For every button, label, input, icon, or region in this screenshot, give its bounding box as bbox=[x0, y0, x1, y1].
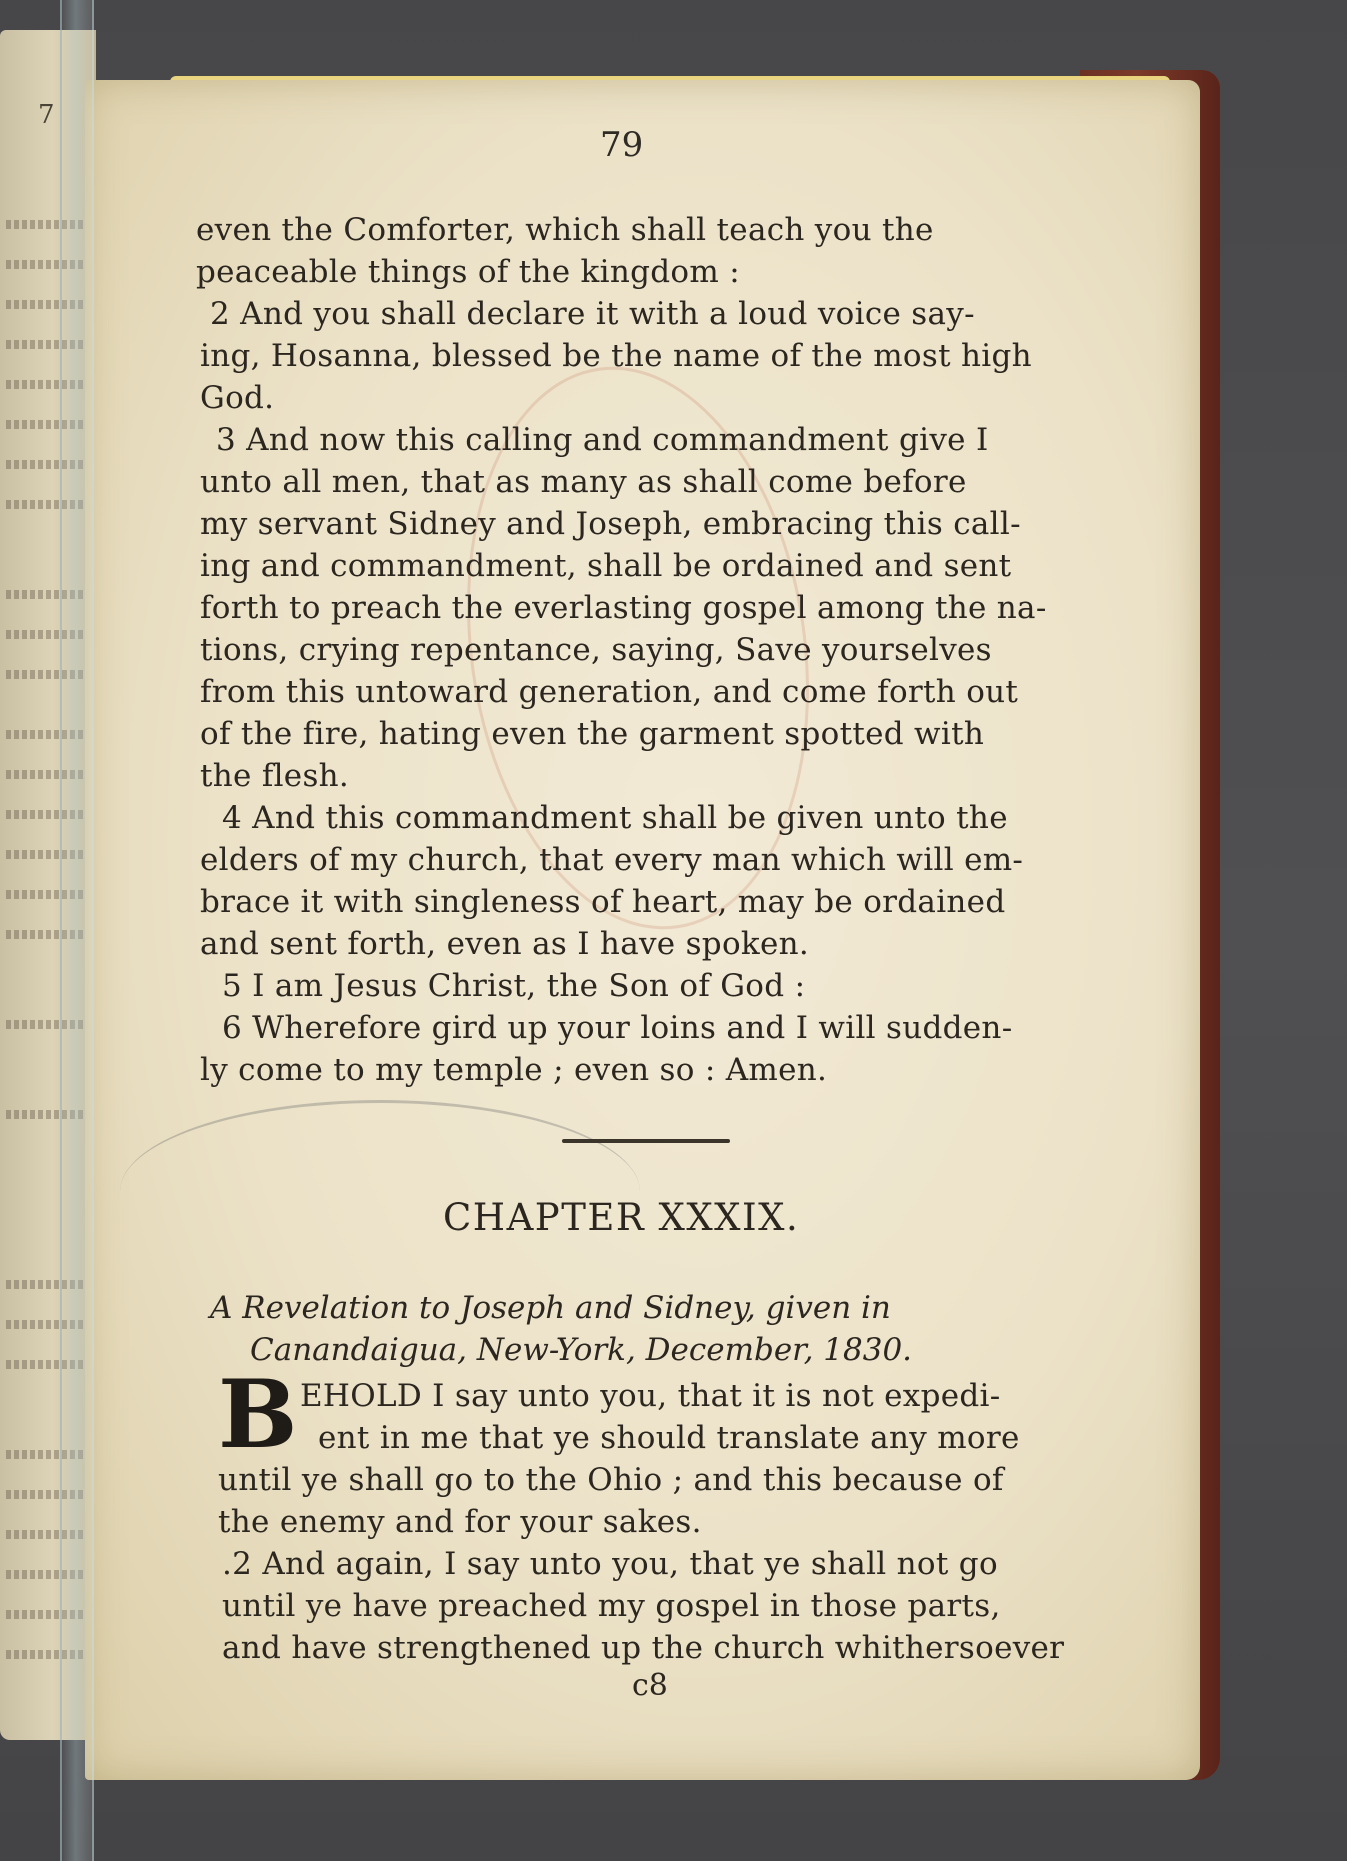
text-line: the enemy and for your sakes. bbox=[218, 1504, 702, 1540]
text-line: God. bbox=[200, 380, 275, 416]
page-number: 79 bbox=[600, 125, 644, 165]
text-line: 4 And this commandment shall be given unto the bbox=[222, 800, 1008, 836]
text-line: 5 I am Jesus Christ, the Son of God : bbox=[222, 968, 806, 1004]
text-line: tions, crying repentance, saying, Save yourselves bbox=[200, 632, 992, 668]
text-line: until ye shall go to the Ohio ; and this because of bbox=[218, 1462, 1004, 1498]
text-line: my servant Sidney and Joseph, embracing this call- bbox=[200, 506, 1021, 542]
text-line: even the Comforter, which shall teach you the bbox=[196, 212, 934, 248]
text-line: unto all men, that as many as shall come before bbox=[200, 464, 967, 500]
text-line: of the fire, hating even the garment spotted with bbox=[200, 716, 985, 752]
text-line: brace it with singleness of heart, may be ordained bbox=[200, 884, 1006, 920]
text-line: ing, Hosanna, blessed be the name of the most high bbox=[200, 338, 1032, 374]
catchword: c8 bbox=[632, 1668, 668, 1703]
chapter-title: CHAPTER XXXIX. bbox=[443, 1196, 800, 1239]
text-line: the flesh. bbox=[200, 758, 350, 794]
text-line: .2 And again, I say unto you, that ye shall not go bbox=[222, 1546, 998, 1582]
text-line: peaceable things of the kingdom : bbox=[196, 254, 740, 290]
text-line: 3 And now this calling and commandment give I bbox=[216, 422, 989, 458]
text-line: elders of my church, that every man which will em- bbox=[200, 842, 1024, 878]
text-line: 2 And you shall declare it with a loud voice say- bbox=[210, 296, 975, 332]
text-line: forth to preach the everlasting gospel among the na- bbox=[200, 590, 1047, 626]
text-line: ly come to my temple ; even so : Amen. bbox=[200, 1052, 828, 1088]
drop-cap: B bbox=[218, 1360, 298, 1470]
section-rule bbox=[562, 1139, 730, 1143]
left-page-number: 7 bbox=[38, 100, 55, 130]
text-line: EHOLD I say unto you, that it is not expedi- bbox=[300, 1378, 1001, 1414]
chapter-heading-line: A Revelation to Joseph and Sidney, given in bbox=[210, 1290, 891, 1326]
text-line: and sent forth, even as I have spoken. bbox=[200, 926, 810, 962]
text-line: until ye have preached my gospel in those parts, bbox=[222, 1588, 1001, 1624]
text-line: ent in me that ye should translate any more bbox=[318, 1420, 1020, 1456]
text-line: and have strengthened up the church whithersoever bbox=[222, 1630, 1065, 1666]
chapter-heading-line: Canandaigua, New-York, December, 1830. bbox=[250, 1332, 913, 1368]
text-line: 6 Wherefore gird up your loins and I will sudden- bbox=[222, 1010, 1013, 1046]
text-line: ing and commandment, shall be ordained and sent bbox=[200, 548, 1012, 584]
text-line: from this untoward generation, and come forth out bbox=[200, 674, 1019, 710]
glass-plate-edge bbox=[60, 0, 94, 1861]
